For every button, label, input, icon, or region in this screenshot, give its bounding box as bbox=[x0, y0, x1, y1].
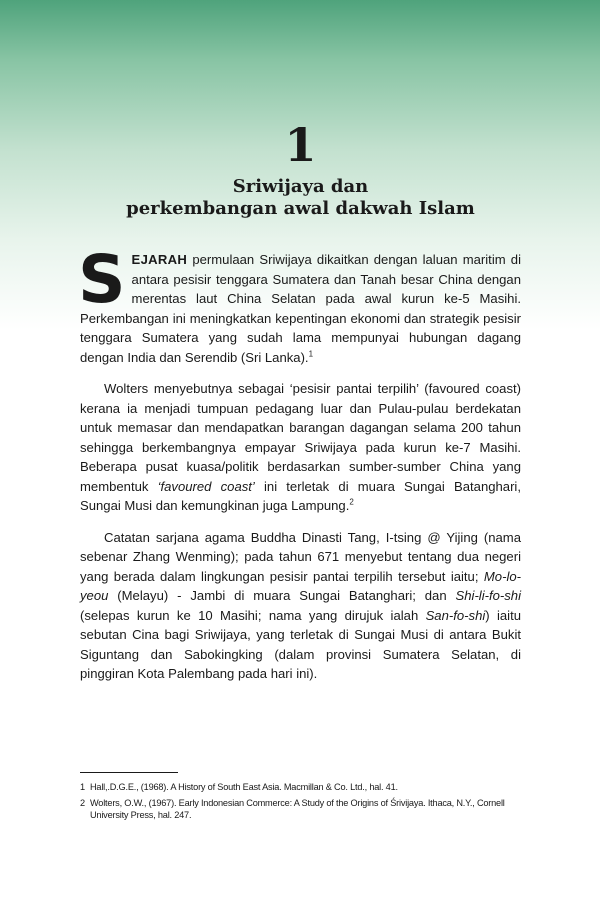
footnote-2 bbox=[80, 797, 521, 821]
paragraph-3-italic-c: San-fo-shi bbox=[425, 607, 486, 623]
paragraph-1 bbox=[78, 241, 521, 367]
footnote-divider bbox=[80, 772, 178, 773]
paragraph-2-text-b: ini terletak di muara Sungai Batanghari, Sungai Musi dan kemungkinan juga Lampung. bbox=[80, 478, 521, 513]
paragraph-3-text-c: (selepas kurun ke 10 Masihi; nama yang dirujuk ialah bbox=[80, 607, 426, 623]
chapter-body bbox=[78, 241, 521, 696]
paragraph-3-text-b: (Melayu) - Jambi di muara Sungai Batanghari; dan bbox=[108, 588, 456, 603]
footnote-text: Wolters, O.W., (1967). Early Indonesian Commerce: A Study of the Origins of Śrivijaya. Ithaca, N.Y., Cornell University Press, hal. 247. bbox=[90, 798, 505, 820]
footnote-ref-1[interactable]: 1 bbox=[308, 349, 314, 359]
footnote-1 bbox=[80, 781, 521, 793]
chapter-title-line-2: perkembangan awal dakwah Islam bbox=[126, 198, 475, 219]
footnote-number: 1 bbox=[80, 782, 85, 792]
paragraph-2-text-a: Wolters menyebutnya sebagai ‘pesisir pantai terpilih’ (favoured coast) kerana ia menjadi tumpuan pedagang luar dan Pulau-pulau berdekatan untuk memasar dan mendapatkan barangan dagangan selama 200 tahun sehingga berkembangnya empayar Sriwijaya pada kurun ke-7 Masihi. Beberapa pusat kuasa/politik berdasarkan sumber-sumber China yang membentuk bbox=[80, 381, 521, 494]
chapter-number: 1 bbox=[284, 118, 317, 172]
paragraph-3-italic-b: Shi-li-fo-shi bbox=[455, 588, 521, 603]
paragraph-3 bbox=[80, 528, 521, 684]
paragraph-3-italic-a: Mo-lo-yeou bbox=[80, 568, 521, 603]
paragraph-3-text-a: Catatan sarjana agama Buddha Dinasti Tang, I-tsing @ Yijing (nama sebenar Zhang Wenming); pada tahun 671 menyebut tentang dua negeri yang berada dalam lingkungan pesisir pantai terpilih tersebut iaitu; bbox=[80, 529, 521, 584]
paragraph-2 bbox=[80, 379, 521, 516]
footnote-text: Hall,.D.G.E., (1968). A History of South East Asia. Macmillan & Co. Ltd., hal. 41. bbox=[90, 782, 398, 792]
footnote-ref-2[interactable]: 2 bbox=[349, 497, 354, 507]
chapter-title-line-1: Sriwijaya dan bbox=[232, 176, 369, 197]
footnotes bbox=[80, 781, 521, 825]
footnote-number: 2 bbox=[80, 798, 85, 808]
drop-cap: S bbox=[78, 241, 126, 318]
chapter-title bbox=[80, 176, 521, 220]
lead-word: EJARAH bbox=[131, 252, 188, 267]
paragraph-2-italic-a: ‘favoured coast’ bbox=[157, 478, 255, 494]
paragraph-1-text: permulaan Sriwijaya dikaitkan dengan laluan maritim di antara pesisir tenggara Sumatera dan Tanah besar China dengan merentas laut China Selatan pada awal kurun ke-5 Masihi. Perkembangan ini meningkatkan kepentingan ekonomi dan strategik pesisir tenggara Sumatera yang sudah lama mempunyai hubungan dagang dengan India dan Serendib (Sri Lanka). bbox=[80, 252, 521, 365]
paragraph-3-text-d: ) iaitu sebutan Cina bagi Sriwijaya, yang terletak di Sungai Musi di antara Bukit Siguntang dan Sabokingking (dalam provinsi Sumatera Selatan, di pinggiran Kota Palembang pada hari ini). bbox=[80, 607, 521, 681]
